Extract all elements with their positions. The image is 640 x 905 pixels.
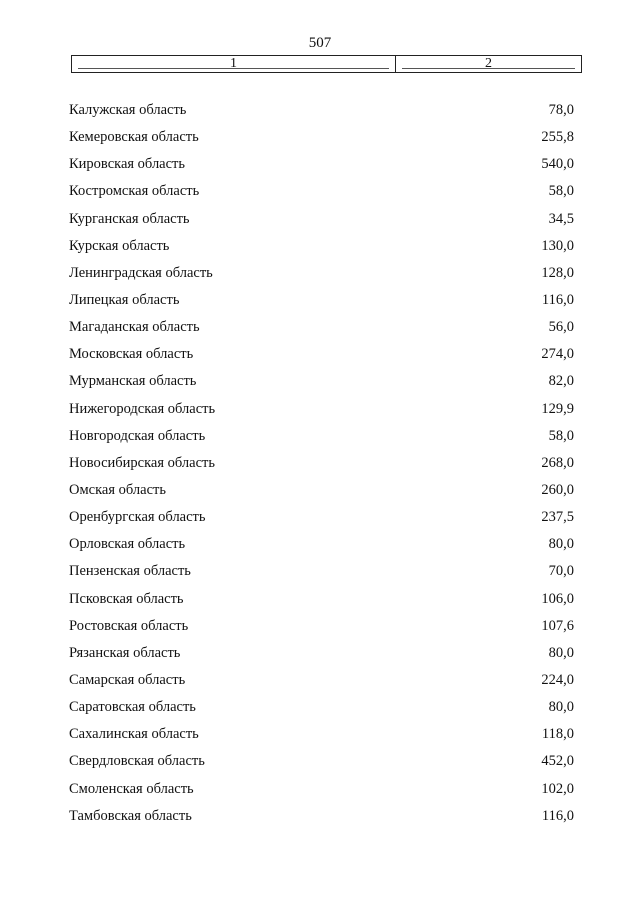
region-value: 452,0 <box>541 753 574 770</box>
region-value: 116,0 <box>541 807 574 824</box>
column-header-2: 2 <box>396 56 581 72</box>
region-name: Мурманская область <box>69 373 197 390</box>
region-value: 224,0 <box>541 671 574 688</box>
region-name: Смоленская область <box>69 780 194 797</box>
region-value: 102,0 <box>541 780 574 797</box>
region-name: Костромская область <box>69 183 200 200</box>
region-value: 58,0 <box>548 427 574 444</box>
region-name: Новгородская область <box>69 427 206 444</box>
table-row <box>0 178 640 205</box>
region-name: Омская область <box>69 481 166 498</box>
table-row <box>0 776 640 803</box>
region-value: 129,9 <box>541 400 574 417</box>
region-value: 34,5 <box>548 210 574 227</box>
region-name: Пензенская область <box>69 563 191 580</box>
region-name: Калужская область <box>69 102 187 118</box>
table-row <box>0 694 640 721</box>
region-value: 540,0 <box>541 156 574 173</box>
region-value: 78,0 <box>548 102 574 118</box>
column-header-1: 1 <box>72 56 396 72</box>
region-value: 107,6 <box>541 617 574 634</box>
region-name: Ростовская область <box>69 617 189 634</box>
table-row <box>0 721 640 748</box>
region-value: 268,0 <box>541 454 574 471</box>
table-row <box>0 151 640 178</box>
table-row <box>0 586 640 613</box>
region-name: Орловская область <box>69 536 186 553</box>
table-row <box>0 396 640 423</box>
table-row <box>0 640 640 667</box>
table-row <box>0 613 640 640</box>
page-number: 507 <box>308 35 332 51</box>
region-value: 255,8 <box>541 129 574 146</box>
table-row <box>0 368 640 395</box>
region-value: 106,0 <box>541 590 574 607</box>
region-value: 274,0 <box>541 346 574 363</box>
table-row <box>0 97 640 124</box>
table-row <box>0 504 640 531</box>
region-name: Московская область <box>69 346 194 363</box>
region-name: Псковская область <box>69 590 184 607</box>
region-name: Свердловская область <box>69 753 205 770</box>
region-name: Курганская область <box>69 210 190 227</box>
region-value: 82,0 <box>548 373 574 390</box>
table-row <box>0 667 640 694</box>
region-name: Курская область <box>69 237 170 254</box>
region-name: Тамбовская область <box>69 807 192 824</box>
region-list <box>0 97 640 830</box>
region-name: Липецкая область <box>69 291 180 308</box>
table-row <box>0 124 640 151</box>
table-row <box>0 341 640 368</box>
region-value: 128,0 <box>541 264 574 281</box>
region-value: 116,0 <box>541 291 574 308</box>
region-name: Новосибирская область <box>69 454 215 471</box>
region-name: Кировская область <box>69 156 186 173</box>
region-name: Нижегородская область <box>69 400 216 417</box>
region-name: Кемеровская область <box>69 129 199 146</box>
region-name: Саратовская область <box>69 699 196 716</box>
region-value: 80,0 <box>548 644 574 661</box>
table-row <box>0 206 640 233</box>
table-row <box>0 558 640 585</box>
table-row <box>0 477 640 504</box>
table-row <box>0 233 640 260</box>
table-row <box>0 260 640 287</box>
region-name: Оренбургская область <box>69 509 206 526</box>
region-value: 80,0 <box>548 536 574 553</box>
region-value: 237,5 <box>541 509 574 526</box>
region-value: 130,0 <box>541 237 574 254</box>
region-value: 260,0 <box>541 481 574 498</box>
region-name: Ленинградская область <box>69 264 213 281</box>
table-row <box>0 314 640 341</box>
region-name: Магаданская область <box>69 319 200 336</box>
region-value: 56,0 <box>548 319 574 336</box>
region-value: 58,0 <box>548 183 574 200</box>
table-row <box>0 531 640 558</box>
region-value: 70,0 <box>548 563 574 580</box>
table-row <box>0 287 640 314</box>
region-name: Самарская область <box>69 671 186 688</box>
region-name: Рязанская область <box>69 644 181 661</box>
region-name: Сахалинская область <box>69 726 199 743</box>
table-row <box>0 748 640 775</box>
region-value: 80,0 <box>548 699 574 716</box>
table-row <box>0 450 640 477</box>
region-value: 118,0 <box>541 726 574 743</box>
table-row <box>0 423 640 450</box>
column-header <box>71 55 582 73</box>
table-row <box>0 803 640 830</box>
